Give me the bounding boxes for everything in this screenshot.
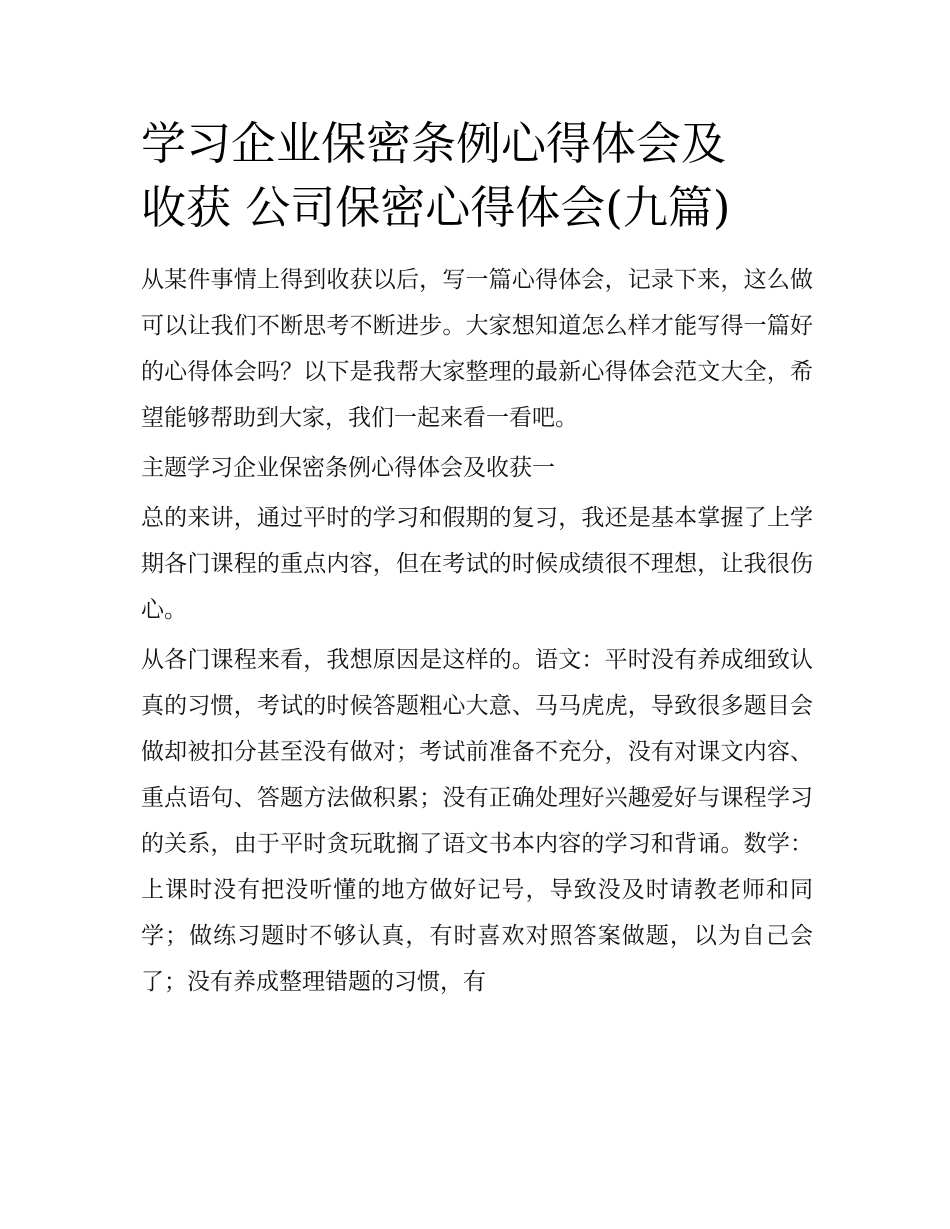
document-body <box>141 257 813 1005</box>
title-line-2: 收获 公司保密心得体会(九篇) <box>141 181 731 234</box>
title-line-1: 学习企业保密条例心得体会及 <box>141 117 727 170</box>
document-title <box>141 112 821 240</box>
section-heading: 主题学习企业保密条例心得体会及收获一 <box>141 455 555 481</box>
paragraph-analysis: 从各门课程来看，我想原因是这样的。语文：平时没有养成细致认真的习惯，考试的时候答题粗心大意、马马虎虎，导致很多题目会做却被扣分甚至没有做对；考试前准备不充分，没有对课文内容、重点语句、答题方法做积累；没有正确处理好兴趣爱好与课程学习的关系，由于平时贪玩耽搁了语文书本内容的学习和背诵。数学：上课时没有把没听懂的地方做好记号，导致没及时请教老师和同学；做练习题时不够认真，有时喜欢对照答案做题，以为自己会了；没有养成整理错题的习惯，有 <box>141 647 813 995</box>
paragraph-summary: 总的来讲，通过平时的学习和假期的复习，我还是基本掌握了上学期各门课程的重点内容，但在考试的时候成绩很不理想，让我很伤心。 <box>141 505 813 623</box>
paragraph-intro: 从某件事情上得到收获以后，写一篇心得体会，记录下来，这么做可以让我们不断思考不断进步。大家想知道怎么样才能写得一篇好的心得体会吗？以下是我帮大家整理的最新心得体会范文大全，希望能够帮助到大家，我们一起来看一看吧。 <box>141 267 813 431</box>
